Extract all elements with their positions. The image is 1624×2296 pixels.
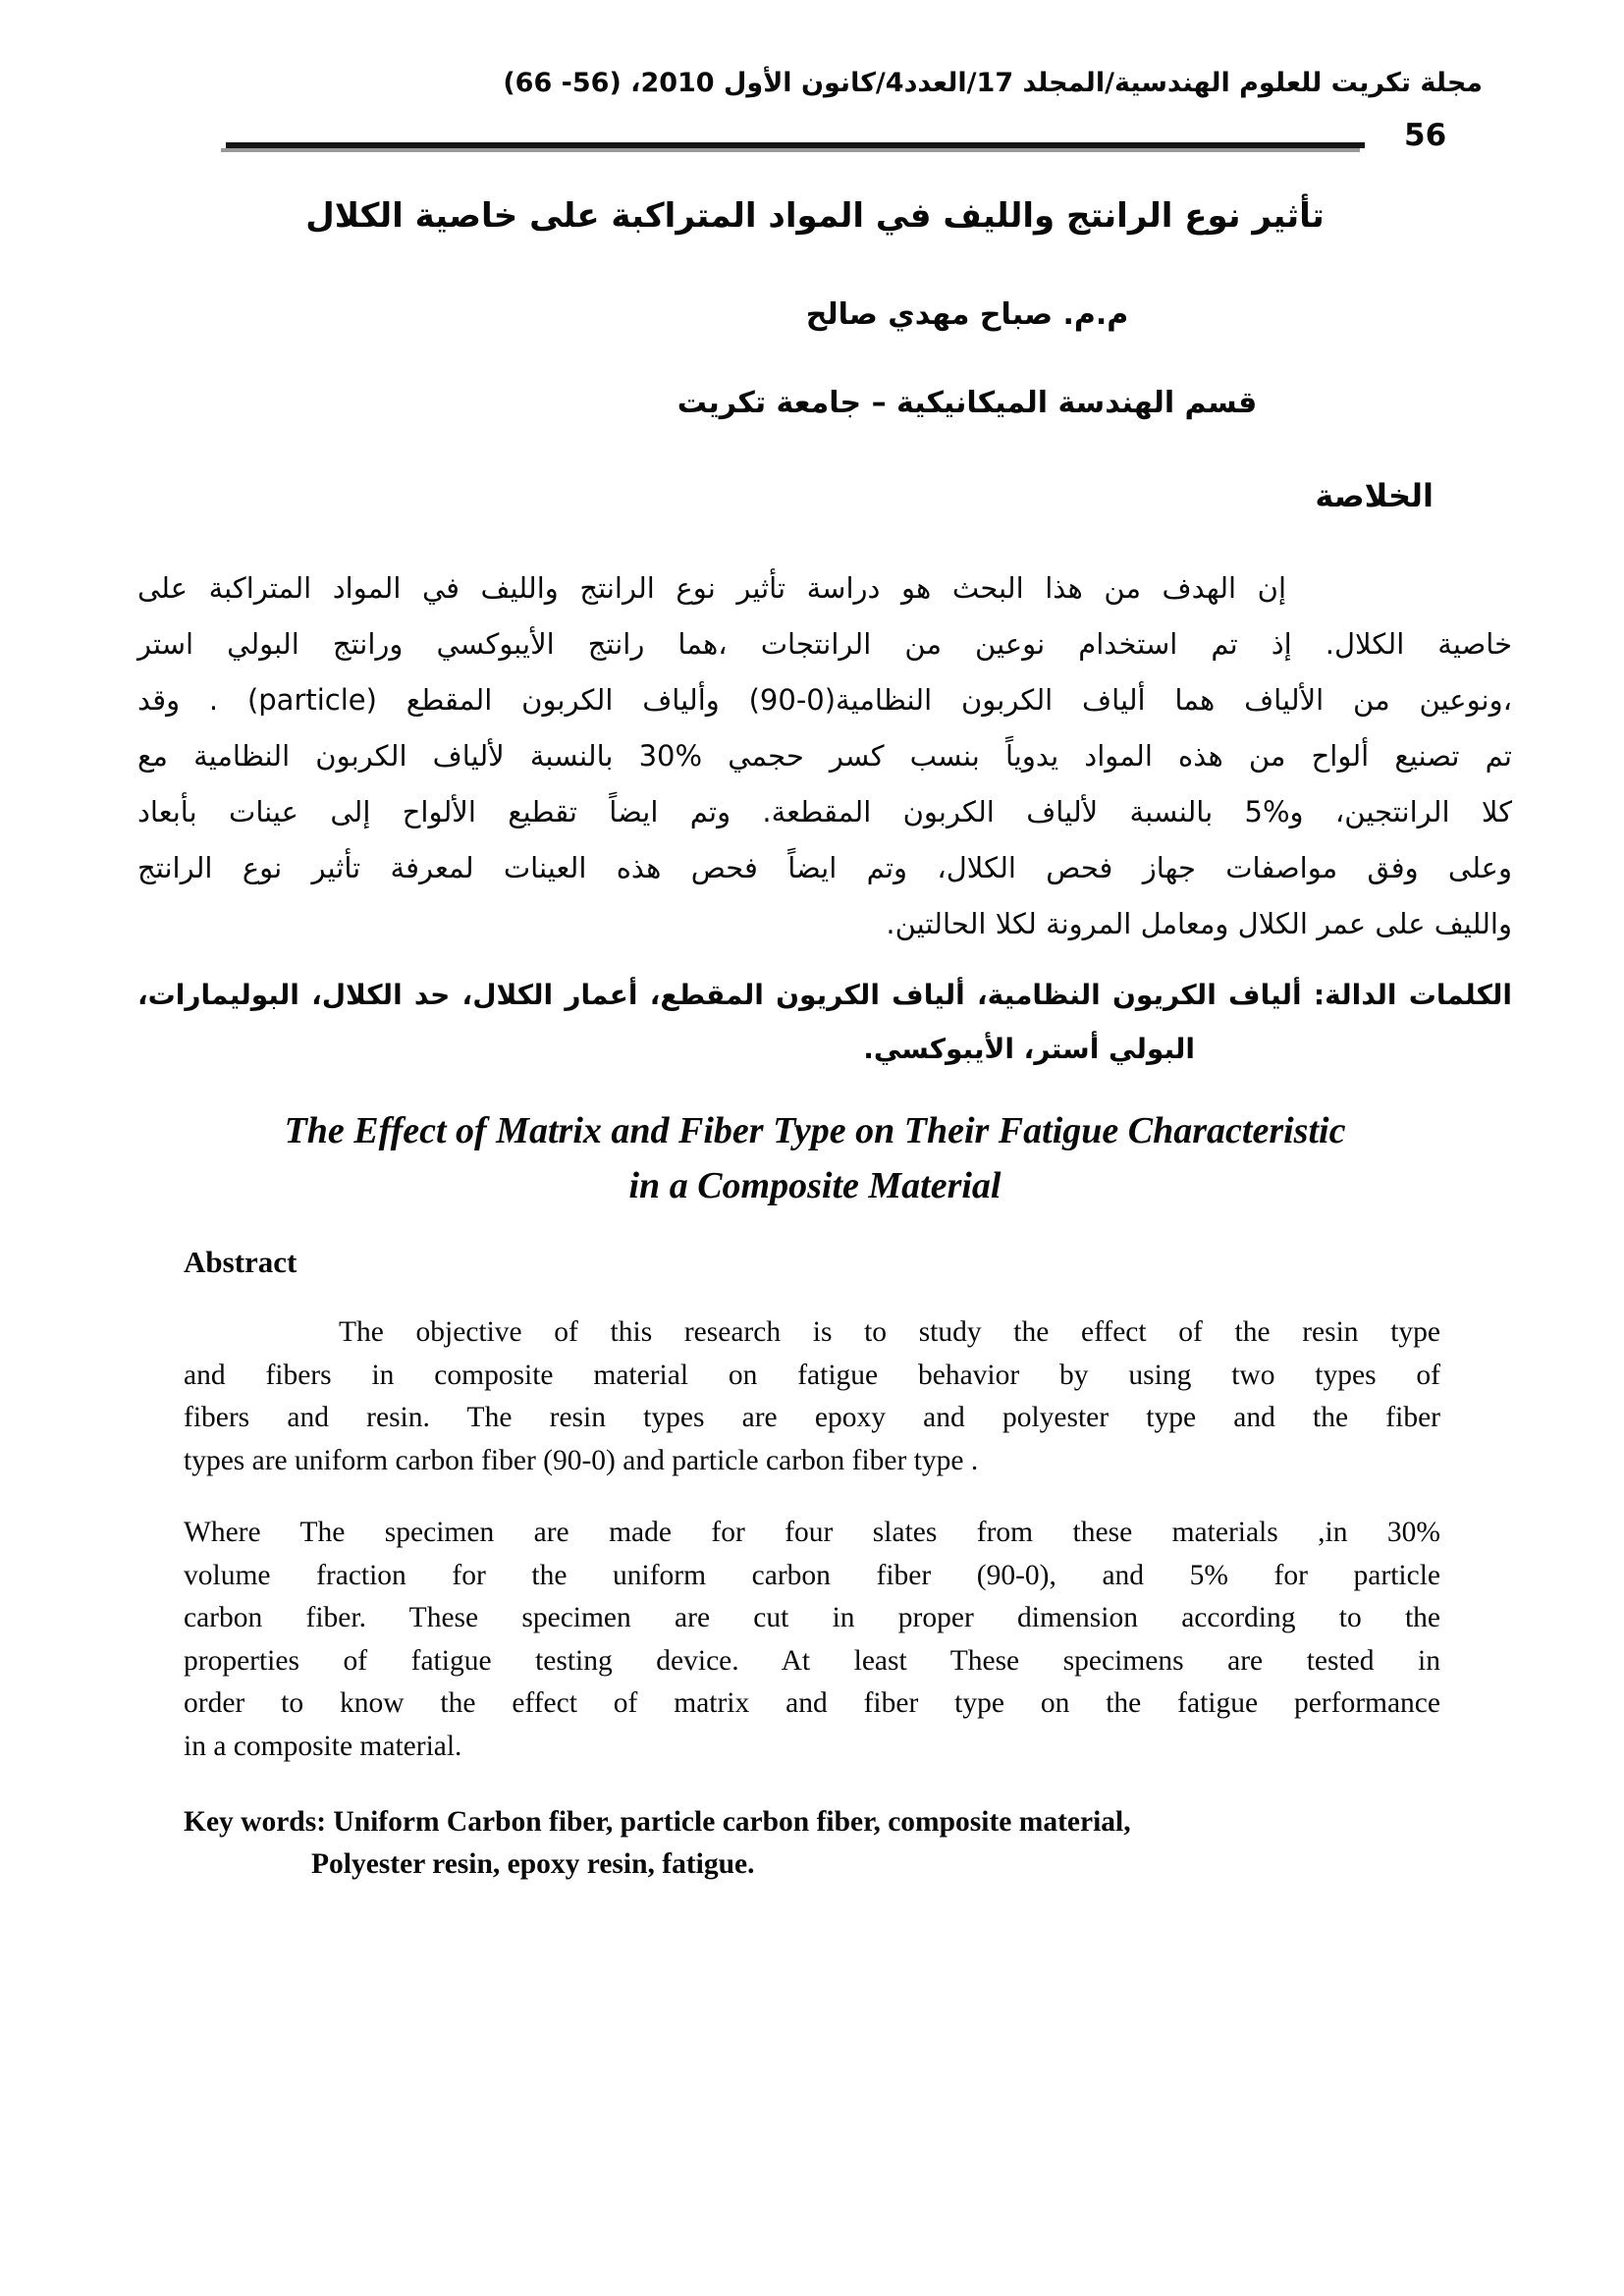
arabic-abstract-line: إن الهدف من هذا البحث هو دراسة تأثير نوع الرانتج والليف في المواد المتراكبة على xyxy=(137,571,1286,605)
english-abstract-line: fibers and resin. The resin types are epoxy and polyester type and the fiber xyxy=(184,1402,1440,1433)
english-abstract-line: Where The specimen are made for four slates from these materials ,in 30% xyxy=(184,1517,1440,1548)
english-abstract-heading: Abstract xyxy=(184,1245,298,1279)
english-abstract-line: volume fraction for the uniform carbon fiber (90-0), and 5% for particle xyxy=(184,1559,1440,1591)
english-abstract-paragraph1 xyxy=(184,1311,1440,1482)
english-abstract-line: in a composite material. xyxy=(184,1730,462,1762)
english-title-line1: The Effect of Matrix and Fiber Type on Their Fatigue Characteristic xyxy=(284,1110,1346,1151)
arabic-abstract-line: ،ونوعين من الألياف هما ألياف الكربون النظامية(0-90) وألياف الكربون المقطع (particle) . وقد xyxy=(137,683,1512,717)
arabic-abstract-line: وعلى وفق مواصفات جهاز فحص الكلال، وتم ايضاً فحص هذه العينات لمعرفة تأثير نوع الرانتج xyxy=(137,851,1512,884)
english-abstract-line: properties of fatigue testing device. At least These specimens are tested in xyxy=(184,1644,1440,1677)
english-abstract-line: and fibers in composite material on fatigue behavior by using two types of xyxy=(184,1359,1440,1391)
english-title-line2: in a Composite Material xyxy=(628,1165,1001,1206)
arabic-abstract-paragraph xyxy=(137,561,1512,952)
header-rule-gray xyxy=(221,148,1360,152)
english-abstract-line: types are uniform carbon fiber (90-0) and particle carbon fiber type . xyxy=(184,1444,979,1476)
journal-header-line: مجلة تكريت للعلوم الهندسية/المجلد 17/العدد4/كانون الأول 2010، (56- 66) xyxy=(503,68,1483,98)
affiliation: قسم الهندسة الميكانيكية – جامعة تكريت xyxy=(677,386,1258,420)
author-name: م.م. صباح مهدي صالح xyxy=(805,297,1129,332)
arabic-abstract-line: خاصية الكلال. إذ تم استخدام نوعين من الرانتجات ،هما رانتج الأيبوكسي ورانتج البولي استر xyxy=(137,627,1512,661)
page-number: 56 xyxy=(1404,118,1447,153)
arabic-abstract-line: تم تصنيع ألواح من هذه المواد يدوياً بنسب كسر حجمي %30 بالنسبة لألياف الكربون النظامية مع xyxy=(137,739,1512,773)
english-abstract-line: order to know the effect of matrix and fiber type on the fatigue performance xyxy=(184,1687,1440,1719)
english-keywords-line1: Key words: Uniform Carbon fiber, particle carbon fiber, composite material, xyxy=(184,1806,1131,1838)
arabic-keywords-line: الكلمات الدالة: ألياف الكريون النظامية، ألياف الكريون المقطع، أعمار الكلال، حد الكلال، البوليمارات، xyxy=(137,979,1512,1011)
arabic-abstract-heading: الخلاصة xyxy=(1315,477,1434,514)
arabic-abstract-line: والليف على عمر الكلال ومعامل المرونة لكلا الحالتين. xyxy=(886,907,1512,940)
english-abstract-paragraph2 xyxy=(184,1512,1440,1768)
arabic-abstract-line: كلا الرانتجين، و%5 بالنسبة لألياف الكربون المقطعة. وتم ايضاً تقطيع الألواح إلى عينات بأبعاد xyxy=(137,795,1513,828)
english-abstract-line: The objective of this research is to study the effect of the resin type xyxy=(339,1316,1440,1348)
arabic-keywords-line: البولي أستر، الأيبوكسي. xyxy=(863,1033,1195,1065)
english-abstract-line: carbon fiber. These specimen are cut in proper dimension according to the xyxy=(184,1602,1440,1633)
english-keywords-line2: Polyester resin, epoxy resin, fatigue. xyxy=(311,1848,755,1880)
arabic-title: تأثير نوع الرانتج والليف في المواد المتراكبة على خاصية الكلال xyxy=(305,196,1325,236)
